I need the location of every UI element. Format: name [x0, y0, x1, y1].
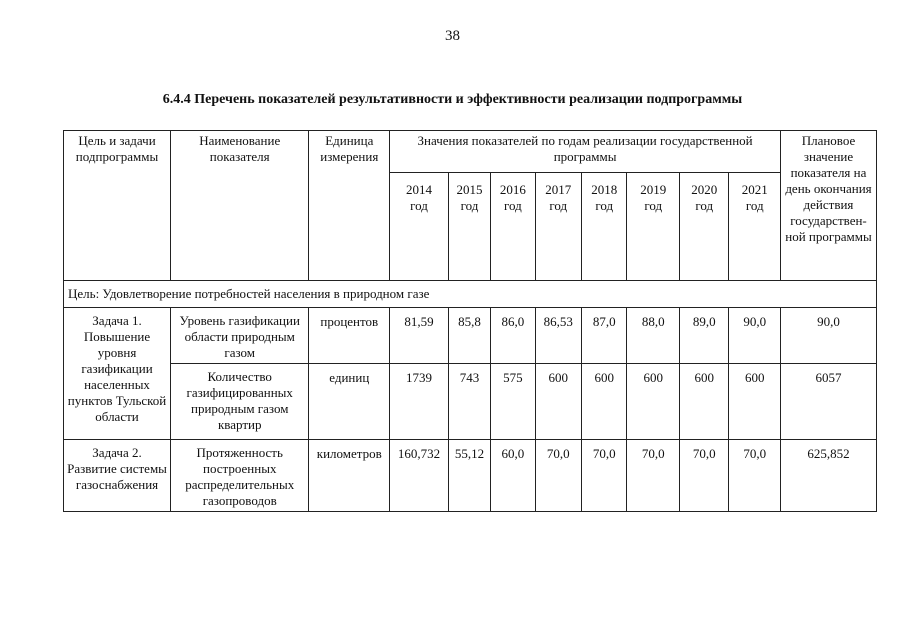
value-cell: 86,0 [491, 308, 535, 364]
value-cell: 87,0 [582, 308, 627, 364]
header-year [679, 173, 728, 281]
header-unit: Единица измерения [309, 131, 390, 281]
task-cell: Задача 2. Развитие системы газоснабжения [64, 440, 171, 512]
header-year [582, 173, 627, 281]
header-values-by-year: Значения показателей по годам реализации государственной программы [390, 131, 781, 173]
indicator-cell: Протяженность построенных распределительных газопроводов [171, 440, 309, 512]
header-year [448, 173, 490, 281]
value-cell: 88,0 [627, 308, 680, 364]
value-cell: 70,0 [582, 440, 627, 512]
value-cell: 1739 [390, 364, 449, 440]
header-year [491, 173, 535, 281]
year-number: 2021 [741, 182, 768, 197]
year-suffix: год [460, 198, 479, 213]
year-suffix: год [745, 198, 764, 213]
goal-text: Цель: Удовлетворение потребностей населения в природном газе [64, 281, 877, 308]
value-cell: 81,59 [390, 308, 449, 364]
value-cell: 85,8 [448, 308, 490, 364]
value-cell: 90,0 [729, 308, 781, 364]
year-suffix: год [644, 198, 663, 213]
planned-cell: 90,0 [780, 308, 876, 364]
year-suffix: год [595, 198, 614, 213]
year-number: 2019 [640, 182, 667, 197]
value-cell: 600 [679, 364, 728, 440]
year-suffix: год [503, 198, 522, 213]
header-row-top [64, 131, 877, 173]
header-indicator-name: Наименование показателя [171, 131, 309, 281]
header-year [535, 173, 581, 281]
value-cell: 160,732 [390, 440, 449, 512]
header-year [729, 173, 781, 281]
value-cell: 55,12 [448, 440, 490, 512]
header-goal-tasks: Цель и задачи подпрограммы [64, 131, 171, 281]
planned-cell: 6057 [780, 364, 876, 440]
year-suffix: год [695, 198, 714, 213]
value-cell: 89,0 [679, 308, 728, 364]
header-year [627, 173, 680, 281]
value-cell: 70,0 [535, 440, 581, 512]
value-cell: 86,53 [535, 308, 581, 364]
table-row [64, 440, 877, 512]
year-suffix: год [549, 198, 568, 213]
section-title: 6.4.4 Перечень показателей результативности и эффективности реализации подпрограммы [162, 92, 743, 107]
value-cell: 600 [627, 364, 680, 440]
year-number: 2018 [591, 182, 618, 197]
value-cell: 60,0 [491, 440, 535, 512]
indicator-cell: Количество газифицированных природным газом квартир [171, 364, 309, 440]
value-cell: 70,0 [627, 440, 680, 512]
page-number: 38 [445, 28, 460, 44]
year-number: 2017 [545, 182, 572, 197]
indicator-cell: Уровень газификации области природным газом [171, 308, 309, 364]
planned-cell: 625,852 [780, 440, 876, 512]
table-row [64, 364, 877, 440]
unit-cell: единиц [309, 364, 390, 440]
value-cell: 600 [729, 364, 781, 440]
value-cell: 70,0 [729, 440, 781, 512]
unit-cell: километров [309, 440, 390, 512]
header-planned-value: Плановое значение показателя на день окончания действия государствен-ной программы [780, 131, 876, 281]
value-cell: 575 [491, 364, 535, 440]
header-year [390, 173, 449, 281]
year-suffix: год [410, 198, 428, 213]
year-number: 2016 [499, 182, 526, 197]
year-number: 2015 [456, 182, 483, 197]
year-number: 2014 [405, 182, 432, 197]
value-cell: 743 [448, 364, 490, 440]
value-cell: 600 [535, 364, 581, 440]
value-cell: 600 [582, 364, 627, 440]
unit-cell: процентов [309, 308, 390, 364]
value-cell: 70,0 [679, 440, 728, 512]
task-cell: Задача 1. Повышение уровня газификации населенных пунктов Тульской области [64, 308, 171, 440]
table-row [64, 308, 877, 364]
year-number: 2020 [691, 182, 718, 197]
indicators-table [63, 130, 877, 512]
goal-row [64, 281, 877, 308]
